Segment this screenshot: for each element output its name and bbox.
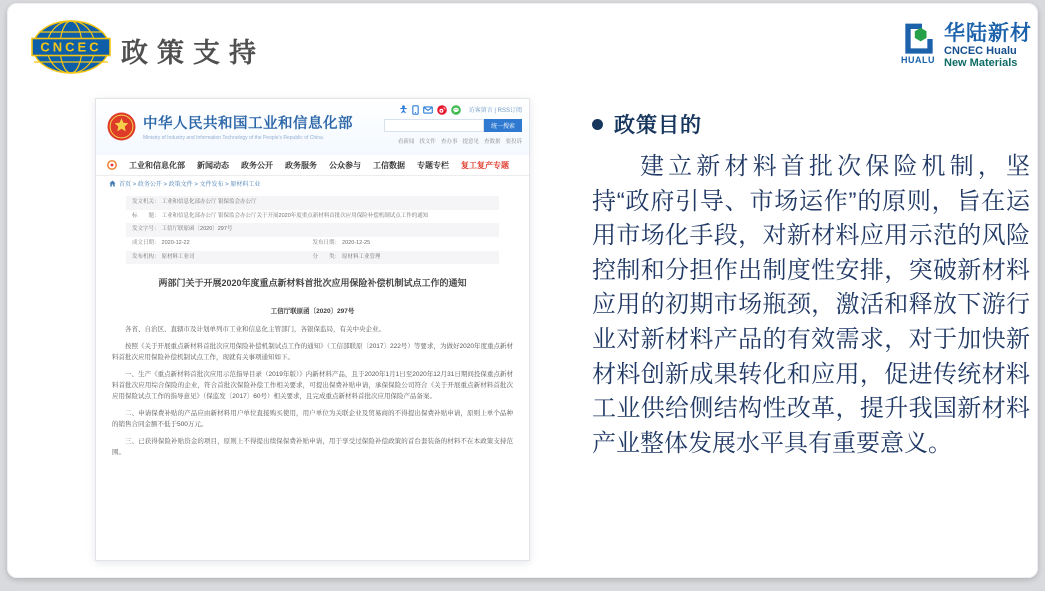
- screenshot-fade: [96, 502, 529, 560]
- meta-value: 原材料工业管理: [342, 253, 381, 260]
- search-button[interactable]: 统一搜索: [484, 119, 522, 132]
- miit-nav-logo-icon: [107, 160, 117, 170]
- meta-value: 原材料工业司: [161, 253, 195, 260]
- quick-link-complaint[interactable]: 要投诉: [505, 139, 522, 145]
- national-emblem-icon: [107, 112, 136, 141]
- nav-item-data[interactable]: 工信数据: [373, 160, 405, 170]
- accessibility-icon[interactable]: [399, 105, 408, 114]
- visitor-message-link[interactable]: 访客留言: [468, 108, 493, 114]
- meta-value: 2020-12-22: [161, 240, 190, 247]
- doc-paragraph-intro: 按照《关于开展重点新材料首批次应用保险补偿机制试点工作的通知》（工信部联原〔2017〕222号）等要求，为做好2020年度重点新材料首批次应用保险补偿机制试点工作，现就有关事项通知如下。: [112, 342, 513, 361]
- site-header: [96, 99, 529, 155]
- meta-value: 2020-12-25: [342, 240, 371, 247]
- panel-heading: 政策目的: [614, 114, 702, 137]
- slide: [7, 3, 1038, 578]
- wechat-icon[interactable]: [451, 105, 461, 115]
- site-name[interactable]: 中华人民共和国工业和信息化部: [143, 116, 353, 132]
- hualu-name-en2: New Materials: [944, 57, 1018, 69]
- hualu-icon-label: HUALU: [901, 55, 935, 65]
- quick-link-services[interactable]: 查办事: [440, 139, 458, 145]
- bullet-icon: [592, 119, 603, 130]
- home-icon: [109, 180, 116, 187]
- doc-paragraph-salutation: 各省、自治区、直辖市及计划单列市工业和信息化主管部门，各银保监局，有关中央企业。: [125, 325, 385, 333]
- mobile-icon[interactable]: [412, 105, 419, 115]
- panel-body-text: 建立新材料首批次保险机制，坚持“政府引导、市场运作”的原则，旨在运用市场化手段，对新材料应用示范的风险控制和分担作出制度性安排，突破新材料应用的初期市场瓶颈，激活和释放下游行业对新材料产品的有效需求，对于加快新材料创新成果转化和应用，促进传统材料工业供给侧结构性改革，提升我国新材料产业整体发展水平具有重要意义。: [592, 153, 1030, 457]
- breadcrumb-text: 首页 > 政务公开 > 政策文件 > 文件发布 > 原材料工业: [119, 182, 261, 188]
- search-input[interactable]: [384, 119, 484, 132]
- miit-website-screenshot: [95, 98, 530, 561]
- nav-item-news[interactable]: 新闻动态: [197, 160, 229, 170]
- site-name-en: Ministry of Industry and Information Technology of the People's Republic of China: [143, 135, 323, 141]
- meta-row-agency: 发布机构： 原材料工业司 分 类： 原材料工业管理: [126, 251, 499, 265]
- link-divider: |: [494, 108, 496, 114]
- hualu-logo: [898, 23, 1032, 69]
- meta-value: 工业和信息化部办公厅 银保监会办公厅: [161, 199, 257, 205]
- hualu-name-en1: CNCEC Hualu: [944, 45, 1017, 57]
- doc-paragraph-item1: 一、生产《重点新材料首批次应用示范指导目录（2019年版）》内新材料产品，且于2020年1月1日至2020年12月31日期间投保重点新材料首批次应用综合保险的企业，符合首批次保险补偿工作相关要求，可提出保费补贴申请，承保保险公司符合《关于开展重点新材料首批次应用保险试点工作的指导意见》（保监发〔2017〕60号）相关要求，且完成重点新材料首批次应用保险产品备案。: [112, 370, 513, 400]
- meta-value: 工信厅联原函〔2020〕297号: [161, 226, 233, 233]
- quick-link-suggest[interactable]: 提意见: [462, 139, 479, 145]
- meta-row-number: 发文字号： 工信厅联原函〔2020〕297号: [126, 223, 499, 237]
- quick-link-news[interactable]: 看新闻: [397, 139, 415, 145]
- weibo-icon[interactable]: [437, 105, 447, 115]
- rss-link[interactable]: RSS订阅: [497, 108, 522, 114]
- hualu-logo-icon: [901, 23, 935, 55]
- document-body: [112, 324, 513, 458]
- nav-item-resume-work[interactable]: 复工复产专题: [461, 160, 509, 170]
- doc-paragraph-item2: 二、申请保费补贴的产品应由新材料用户单位直接购买使用，用户单位为关联企业及贸易商的不得提出保费补贴申请，原则上单个品种的销售合同金额不低于500万元。: [112, 409, 513, 428]
- nav-item-participation[interactable]: 公众参与: [329, 160, 361, 170]
- document-title: 两部门关于开展2020年度重点新材料首批次应用保险补偿机制试点工作的通知: [158, 278, 467, 289]
- site-nav: [96, 155, 529, 176]
- document-meta-table: [126, 196, 499, 264]
- policy-purpose-panel: [592, 109, 1030, 461]
- quick-link-docs[interactable]: 找文件: [419, 139, 436, 145]
- doc-paragraph-item3: 三、已获得保险补贴资金的项目，原则上不得提出续保保费补贴申请，用于享受过保险补偿政策的首台套装备的材料不在本政策支持范围。: [112, 437, 513, 456]
- page-title: 政策支持: [121, 38, 265, 68]
- nav-item-special[interactable]: 专题专栏: [417, 160, 449, 170]
- cncec-logo-text: CNCEC: [40, 39, 102, 55]
- breadcrumb[interactable]: [96, 176, 529, 191]
- meta-value: 工业和信息化部办公厅 银保监会办公厅关于开展2020年度重点新材料首批次应用保险补偿机制试点工作的通知: [161, 212, 429, 219]
- cncec-logo-icon: [31, 19, 111, 75]
- nav-item-miit[interactable]: 工业和信息化部: [129, 160, 185, 170]
- meta-row-dates: 成文日期： 2020-12-22 发布日期： 2020-12-25: [132, 240, 371, 247]
- nav-item-gov-open[interactable]: 政务公开: [241, 160, 273, 170]
- quick-link-data[interactable]: 查数据: [483, 139, 501, 145]
- nav-item-gov-service[interactable]: 政务服务: [285, 160, 317, 170]
- hualu-name-cn: 华陆新材: [944, 22, 1032, 45]
- meta-row-issuer: 发文机关： 工业和信息化部办公厅 银保监会办公厅: [126, 196, 499, 210]
- mail-icon[interactable]: [423, 106, 433, 114]
- document-number: 工信厅联原函〔2020〕297号: [270, 307, 355, 315]
- meta-row-title: 标 题： 工业和信息化部办公厅 银保监会办公厅关于开展2020年度重点新材料首批次应用保险补偿机制试点工作的通知: [132, 212, 429, 219]
